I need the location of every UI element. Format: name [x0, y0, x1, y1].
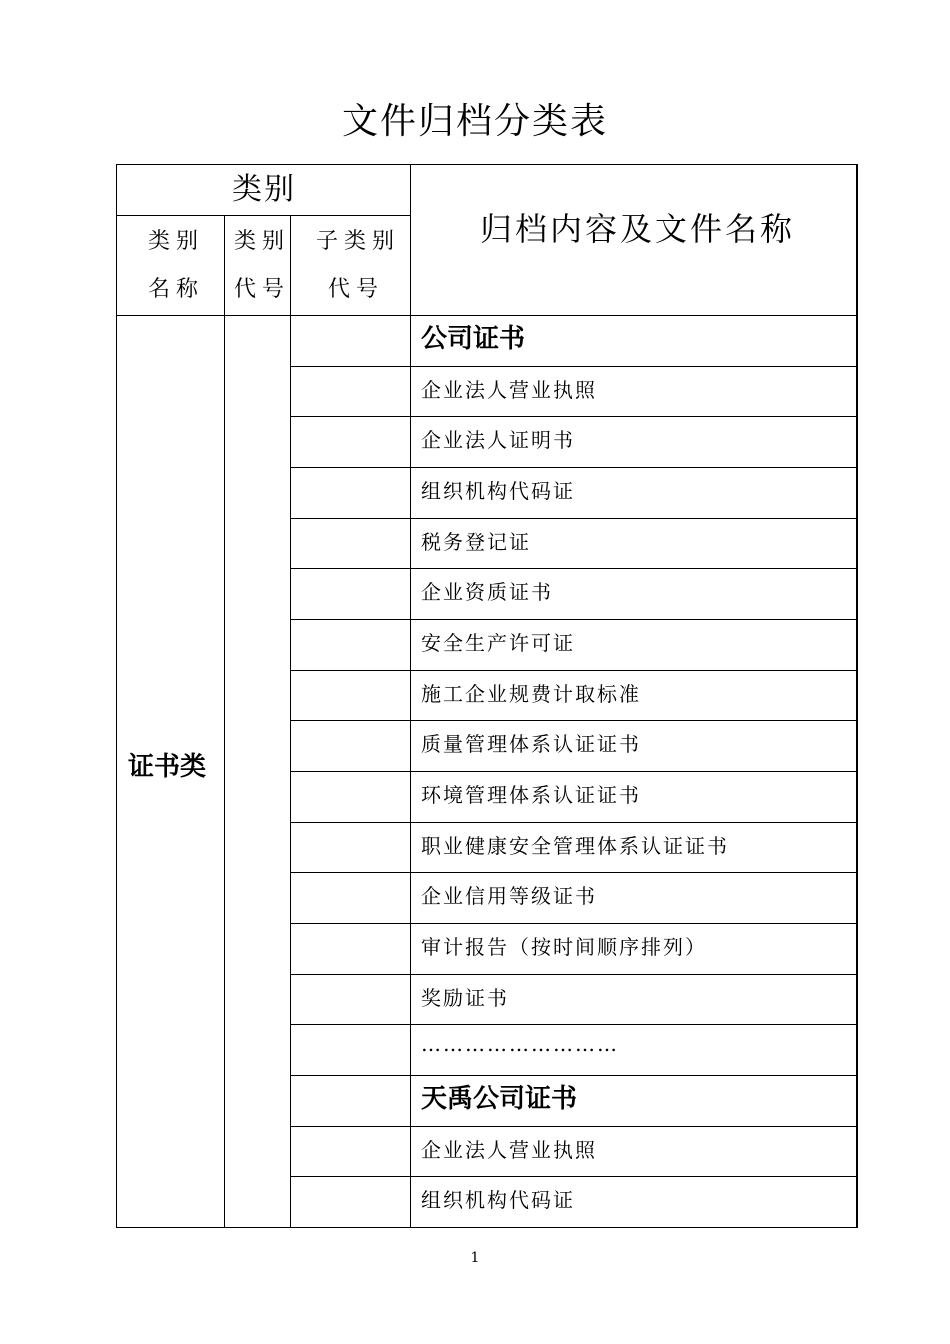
row-divider — [290, 720, 858, 721]
archive-item-cell: 企业法人证明书 — [421, 428, 575, 452]
archive-item-cell: 环境管理体系认证证书 — [421, 783, 641, 807]
row-divider — [290, 1024, 858, 1025]
header-bottom-line — [116, 315, 858, 316]
archive-item-cell: 企业法人营业执照 — [421, 378, 597, 402]
header-divider — [116, 215, 410, 216]
table-border-bottom — [116, 1227, 858, 1228]
archive-item-cell: 奖励证书 — [421, 986, 509, 1010]
table-border-left — [116, 164, 117, 1228]
row-divider — [290, 416, 858, 417]
column-header-category-code-1: 类别 — [234, 229, 291, 254]
archive-item-cell: 企业法人营业执照 — [421, 1138, 597, 1162]
column-header-category-code-2: 代号 — [234, 277, 291, 302]
archive-item-cell: 组织机构代码证 — [421, 1188, 575, 1212]
archive-item-cell: 审计报告（按时间顺序排列） — [421, 935, 707, 959]
table-border-top — [116, 164, 858, 165]
column-header-subcategory-code-2: 代号 — [328, 277, 385, 302]
row-divider — [290, 923, 858, 924]
section-heading-cell: 天禹公司证书 — [421, 1084, 578, 1114]
row-divider — [290, 974, 858, 975]
archive-item-cell: 安全生产许可证 — [421, 631, 575, 655]
row-divider — [290, 366, 858, 367]
header-content-title: 归档内容及文件名称 — [480, 210, 796, 248]
archive-item-cell: 质量管理体系认证证书 — [421, 732, 641, 756]
row-divider — [290, 619, 858, 620]
page-title: 文件归档分类表 — [341, 101, 608, 142]
section-heading-cell: 公司证书 — [421, 324, 526, 354]
row-divider — [290, 568, 858, 569]
row-divider — [290, 872, 858, 873]
archive-item-cell: 企业信用等级证书 — [421, 884, 597, 908]
header-category-label: 类别 — [232, 172, 296, 207]
row-divider — [290, 1176, 858, 1177]
archive-item-cell: 施工企业规费计取标准 — [421, 682, 641, 706]
archive-item-cell: 税务登记证 — [421, 530, 531, 554]
category-name-cell: 证书类 — [128, 752, 207, 782]
row-divider — [290, 771, 858, 772]
archive-item-cell: 组织机构代码证 — [421, 479, 575, 503]
table-border-right — [856, 164, 858, 1228]
row-divider — [290, 518, 858, 519]
archive-item-cell: ……………………… — [421, 1032, 619, 1056]
archive-item-cell: 企业资质证书 — [421, 580, 553, 604]
content-column-line — [410, 164, 411, 1228]
row-divider — [290, 1075, 858, 1076]
archive-classification-table — [116, 164, 858, 1228]
page-number: 1 — [470, 1250, 480, 1266]
archive-item-cell: 职业健康安全管理体系认证证书 — [421, 834, 729, 858]
column-header-category-name-2: 名称 — [148, 277, 205, 302]
row-divider — [290, 467, 858, 468]
column-header-subcategory-code-1: 子类别 — [316, 229, 401, 254]
column-header-category-name-1: 类别 — [148, 229, 205, 254]
category-name-column-line — [224, 215, 225, 1228]
row-divider — [290, 822, 858, 823]
row-divider — [290, 1126, 858, 1127]
row-divider — [290, 670, 858, 671]
